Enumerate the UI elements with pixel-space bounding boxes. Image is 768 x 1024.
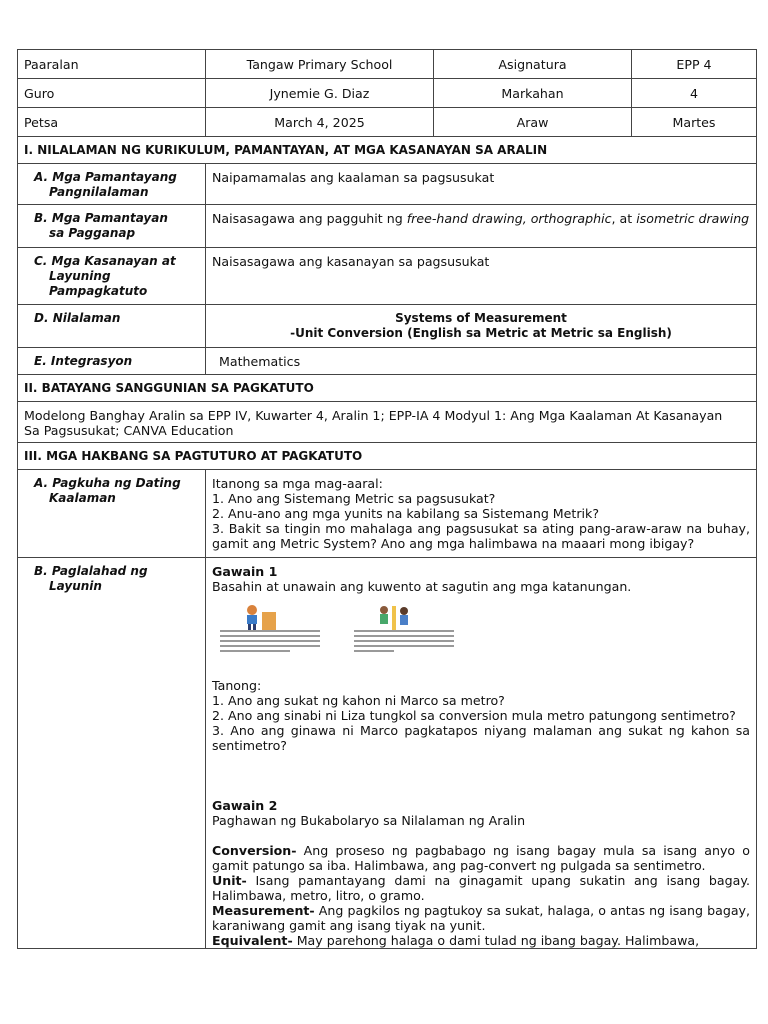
label-asignatura: Asignatura xyxy=(434,50,632,79)
label-content-standards xyxy=(18,164,206,205)
label-3a-line2: Kaalaman xyxy=(49,491,116,505)
gawain2-instruction: Paghawan ng Bukabolaryo sa Nilalaman ng Aralin xyxy=(212,813,526,828)
story-text-lines-2 xyxy=(354,630,454,655)
value-date: March 4, 2025 xyxy=(206,108,434,137)
row-prior-knowledge xyxy=(18,470,757,558)
label-b-line1: B. Mga Pamantayan xyxy=(34,211,168,225)
gawain2-title: Gawain 2 xyxy=(212,798,278,813)
gawain1-instruction: Basahin at unawain ang kuwento at sagutin ang mga katanungan. xyxy=(212,579,632,594)
kid-with-box-icon xyxy=(240,604,280,632)
story-illustration xyxy=(220,604,750,664)
section3-title-row xyxy=(18,443,757,470)
gawain1-title: Gawain 1 xyxy=(212,564,278,579)
label-competencies xyxy=(18,248,206,305)
references-text: Modelong Banghay Aralin sa EPP IV, Kuwarter 4, Aralin 1; EPP-IA 4 Modyul 1: Ang Mga Kaalaman At Kasanayan Sa Pagsusukat; CANVA Education xyxy=(18,402,757,443)
prior-question-1: 1. Ano ang Sistemang Metric sa pagsusukat? xyxy=(212,491,496,506)
label-a-line2: Pangnilalaman xyxy=(49,185,149,199)
kids-measuring-icon xyxy=(374,604,414,632)
section3-title: III. MGA HAKBANG SA PAGTUTURO AT PAGKATUTO xyxy=(18,443,757,470)
header-row-school xyxy=(18,50,757,79)
perf-text-1: Naisasagawa ang pagguhit ng xyxy=(212,211,407,226)
content-subtitle: -Unit Conversion (English sa Metric at Metric sa English) xyxy=(290,326,672,340)
lesson-plan-table xyxy=(17,49,757,949)
vocab-term-3: Measurement- xyxy=(212,903,315,918)
label-a-line1: A. Mga Pamantayang xyxy=(34,170,177,184)
row-competencies xyxy=(18,248,757,305)
vocab-term-4: Equivalent- xyxy=(212,933,293,948)
label-c-line2: Layuning xyxy=(49,269,111,283)
value-objectives xyxy=(206,558,757,949)
value-content xyxy=(206,305,757,348)
row-objectives xyxy=(18,558,757,949)
value-teacher: Jynemie G. Diaz xyxy=(206,79,434,108)
vocab-measurement xyxy=(212,903,750,933)
tanong-label: Tanong: xyxy=(212,678,262,693)
section1-title: I. NILALAMAN NG KURIKULUM, PAMANTAYAN, AT MGA KASANAYAN SA ARALIN xyxy=(18,137,757,164)
value-quarter: 4 xyxy=(632,79,757,108)
tanong-question-2: 2. Ano ang sinabi ni Liza tungkol sa conversion mula metro patungong sentimetro? xyxy=(212,708,736,723)
row-integration xyxy=(18,348,757,375)
value-integration: Mathematics xyxy=(206,348,757,375)
header-row-date xyxy=(18,108,757,137)
prior-question-3: 3. Bakit sa tingin mo mahalaga ang pagsusukat sa ating pang-araw-araw na buhay, gamit ang Metric System? Ano ang mga halimbawa na maaari mong ibigay? xyxy=(212,521,750,551)
vocab-unit xyxy=(212,873,750,903)
value-prior-knowledge xyxy=(206,470,757,558)
perf-text-3: , at xyxy=(611,211,637,226)
value-competencies: Naisasagawa ang kasanayan sa pagsusukat xyxy=(206,248,757,305)
label-paaralan: Paaralan xyxy=(18,50,206,79)
vocab-def-2: Isang pamantayang dami na ginagamit upang sukatin ang isang bagay. Halimbawa, metro, litro, o gramo. xyxy=(212,873,750,903)
tanong-question-3: 3. Ano ang ginawa ni Marco pagkatapos niyang malaman ang sukat ng kahon sa sentimetro? xyxy=(212,723,750,753)
label-c-line3: Pampagkatuto xyxy=(49,284,148,298)
vocab-term-2: Unit- xyxy=(212,873,247,888)
vocab-def-4: May parehong halaga o dami tulad ng ibang bagay. Halimbawa, xyxy=(292,933,700,948)
row-content xyxy=(18,305,757,348)
perf-text-2: free-hand drawing, orthographic xyxy=(406,211,612,226)
value-day: Martes xyxy=(632,108,757,137)
value-content-standards: Naipamamalas ang kaalaman sa pagsusukat xyxy=(206,164,757,205)
label-3a-line1: A. Pagkuha ng Dating xyxy=(34,476,181,490)
label-content: D. Nilalaman xyxy=(18,305,206,348)
label-integration: E. Integrasyon xyxy=(18,348,206,375)
label-markahan: Markahan xyxy=(434,79,632,108)
vocab-def-1: Ang proseso ng pagbabago ng isang bagay mula sa isang anyo o gamit patungo sa iba. Halimbawa, ang pag-convert ng pulgada sa sentimetro. xyxy=(212,843,750,873)
section2-body-row xyxy=(18,402,757,443)
label-petsa: Petsa xyxy=(18,108,206,137)
vocab-def-3: Ang pagkilos ng pagtukoy sa sukat, halaga, o antas ng isang bagay, karaniwang gamit ang isang tiyak na yunit. xyxy=(212,903,750,933)
header-row-teacher xyxy=(18,79,757,108)
value-subject: EPP 4 xyxy=(632,50,757,79)
value-performance-standards xyxy=(206,205,757,248)
story-panel-liza xyxy=(354,604,464,662)
label-3b-line1: B. Paglalahad ng xyxy=(34,564,148,578)
section1-title-row xyxy=(18,137,757,164)
value-school: Tangaw Primary School xyxy=(206,50,434,79)
label-c-line1: C. Mga Kasanayan at xyxy=(34,254,176,268)
perf-text-4: isometric drawing xyxy=(636,211,750,226)
row-content-standards xyxy=(18,164,757,205)
vocab-equivalent xyxy=(212,933,750,948)
row-performance-standards xyxy=(18,205,757,248)
label-guro: Guro xyxy=(18,79,206,108)
label-araw: Araw xyxy=(434,108,632,137)
tanong-question-1: 1. Ano ang sukat ng kahon ni Marco sa metro? xyxy=(212,693,505,708)
story-text-lines-1 xyxy=(220,630,320,655)
prior-question-2: 2. Anu-ano ang mga yunits na kabilang sa Sistemang Metrik? xyxy=(212,506,600,521)
section2-title-row xyxy=(18,375,757,402)
label-performance-standards xyxy=(18,205,206,248)
vocab-term-1: Conversion- xyxy=(212,843,297,858)
prior-intro: Itanong sa mga mag-aaral: xyxy=(212,476,383,491)
vocab-conversion xyxy=(212,843,750,873)
section2-title: II. BATAYANG SANGGUNIAN SA PAGKATUTO xyxy=(18,375,757,402)
label-b-line2: sa Pagganap xyxy=(49,226,136,240)
story-panel-marco xyxy=(220,604,330,662)
lesson-plan xyxy=(17,49,756,949)
label-prior-knowledge xyxy=(18,470,206,558)
label-objectives xyxy=(18,558,206,949)
label-3b-line2: Layunin xyxy=(49,579,102,593)
content-title: Systems of Measurement xyxy=(395,311,567,325)
